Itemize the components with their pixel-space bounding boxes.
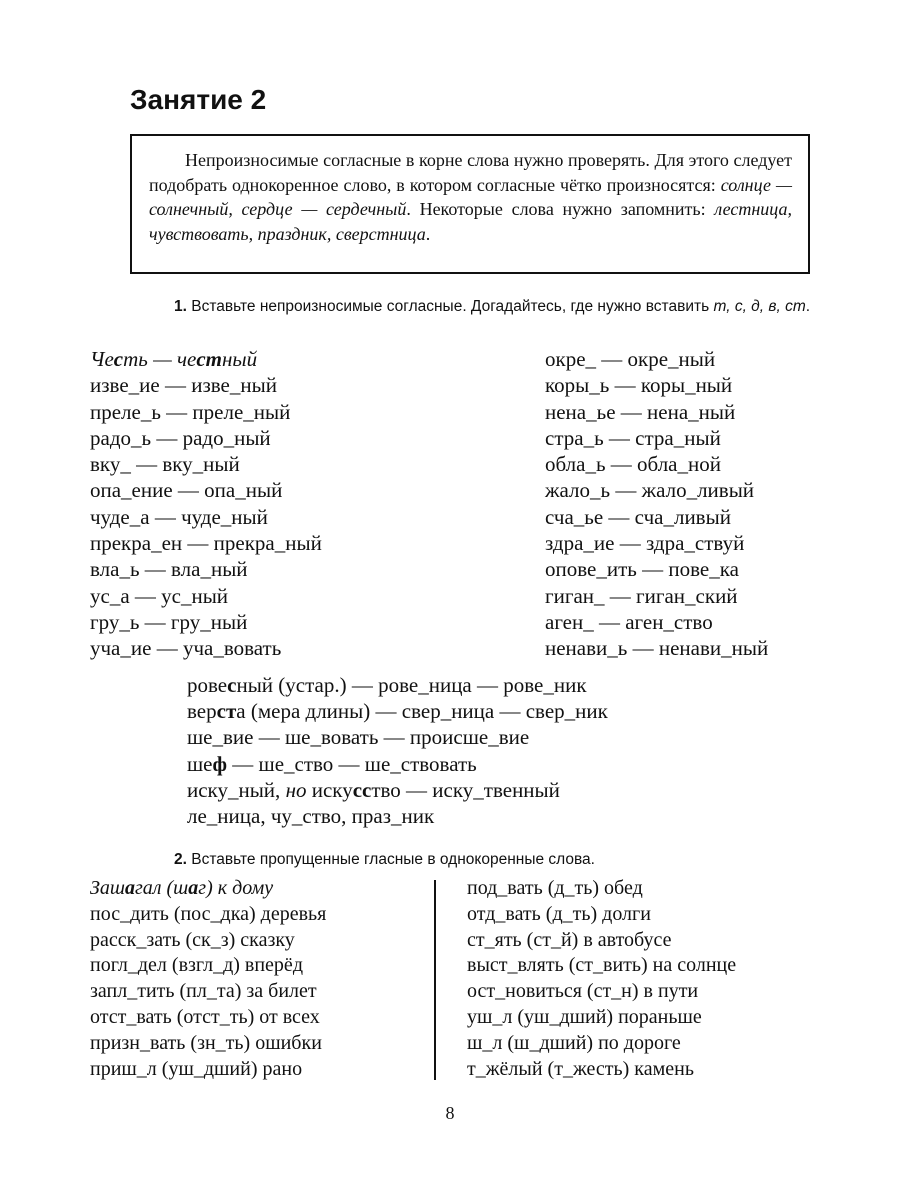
phrase: приш_л (уш_дший) рано: [90, 1057, 303, 1080]
phrase: призн_вать (зн_ть) ошибки: [90, 1031, 322, 1054]
extra-line: верста (мера длины) — свер_ница — свер_ник: [187, 699, 608, 724]
word-pair: окре_ — окре_ный: [545, 347, 716, 371]
word-pair: ус_а — ус_ный: [90, 583, 229, 608]
phrase: ост_новиться (ст_н) в пути: [467, 980, 699, 1003]
phrase: запл_тить (пл_та) за билет: [90, 980, 317, 1003]
task-2-example: Зашагал (шаг) к дому: [90, 877, 274, 899]
word-pair: стра_ь — стра_ный: [545, 425, 721, 450]
task-1-right-column: [545, 346, 768, 662]
extra-line: ше_вие — ше_вовать — происше_вие: [187, 725, 530, 750]
word-pair: изве_ие — изве_ный: [90, 373, 277, 398]
task-1-extra-words: [187, 672, 608, 829]
extra-line: ровесный (устар.) — рове_ница — рове_ник: [187, 673, 587, 697]
word-pair: жало_ь — жало_ливый: [545, 478, 755, 503]
word-pair: коры_ь — коры_ный: [545, 373, 733, 398]
task-2-number: 2.: [174, 851, 187, 868]
word-pair: опа_ение — опа_ный: [90, 478, 283, 503]
word-pair: прекра_ен — прекра_ный: [90, 531, 322, 556]
page-number: 8: [445, 1103, 455, 1123]
phrase: расск_зать (ск_з) сказку: [90, 928, 295, 951]
word-pair: преле_ь — преле_ный: [90, 399, 291, 424]
word-pair: вла_ь — вла_ный: [90, 557, 248, 582]
task-1-example: Честь — честный: [90, 347, 258, 371]
phrase: отд_вать (д_ть) долги: [467, 902, 651, 925]
phrase: выст_влять (ст_вить) на солнце: [467, 954, 737, 977]
word-pair: гиган_ — гиган_ский: [545, 583, 738, 608]
task-1-left-column: [90, 346, 322, 662]
word-pair: опове_ить — пове_ка: [545, 557, 739, 582]
task-1-instruction: 1. Вставьте непроизносимые согласные. Догадайтесь, где нужно вставить т, с, д, в, ст.: [174, 298, 811, 315]
task-2-left-column: [90, 876, 326, 1082]
extra-line: ле_ница, чу_ство, праз_ник: [187, 803, 435, 828]
phrase: погл_дел (взгл_д) вперёд: [90, 954, 303, 977]
task-1-number: 1.: [174, 298, 187, 315]
word-pair: обла_ь — обла_ной: [545, 452, 721, 477]
word-pair: аген_ — аген_ство: [545, 609, 713, 634]
task-2-right-column: [467, 876, 736, 1082]
word-pair: здра_ие — здра_ствуй: [545, 531, 745, 556]
extra-line: шеф — ше_ство — ше_ствовать: [187, 751, 477, 776]
word-pair: вку_ — вку_ный: [90, 452, 240, 477]
phrase: пос_дить (пос_дка) деревья: [90, 902, 327, 925]
word-pair: уча_ие — уча_вовать: [90, 636, 282, 661]
task-2-instruction: 2. Вставьте пропущенные гласные в однокоренные слова.: [174, 851, 595, 868]
word-pair: гру_ь — гру_ный: [90, 609, 248, 634]
phrase: ш_л (ш_дший) по дороге: [467, 1031, 681, 1054]
word-pair: ненави_ь — ненави_ный: [545, 636, 769, 661]
rule-box: [130, 134, 810, 274]
extra-line: иску_ный, но искусство — иску_твенный: [187, 777, 560, 802]
phrase: отст_вать (отст_ть) от всех: [90, 1005, 320, 1028]
word-pair: чуде_а — чуде_ный: [90, 504, 268, 529]
rule-text: Непроизносимые согласные в корне слова нужно проверять. Для этого следует подобрать однокоренное слово, в котором согласные чётко произносятся: солнце — солнечный, сердце — сердечный. Некоторые слова нужно запомнить: лестница, чувствовать, праздник, сверстница.: [149, 150, 793, 244]
phrase: т_жёлый (т_жесть) камень: [467, 1057, 694, 1080]
word-pair: сча_ье — сча_ливый: [545, 504, 731, 529]
word-pair: нена_ье — нена_ный: [545, 399, 736, 424]
phrase: уш_л (уш_дший) пораньше: [467, 1005, 702, 1028]
column-divider: [434, 880, 436, 1080]
phrase: ст_ять (ст_й) в автобусе: [467, 928, 672, 951]
phrase: под_вать (д_ть) обед: [467, 877, 643, 899]
word-pair: радо_ь — радо_ный: [90, 425, 271, 450]
lesson-title: Занятие 2: [130, 84, 267, 115]
